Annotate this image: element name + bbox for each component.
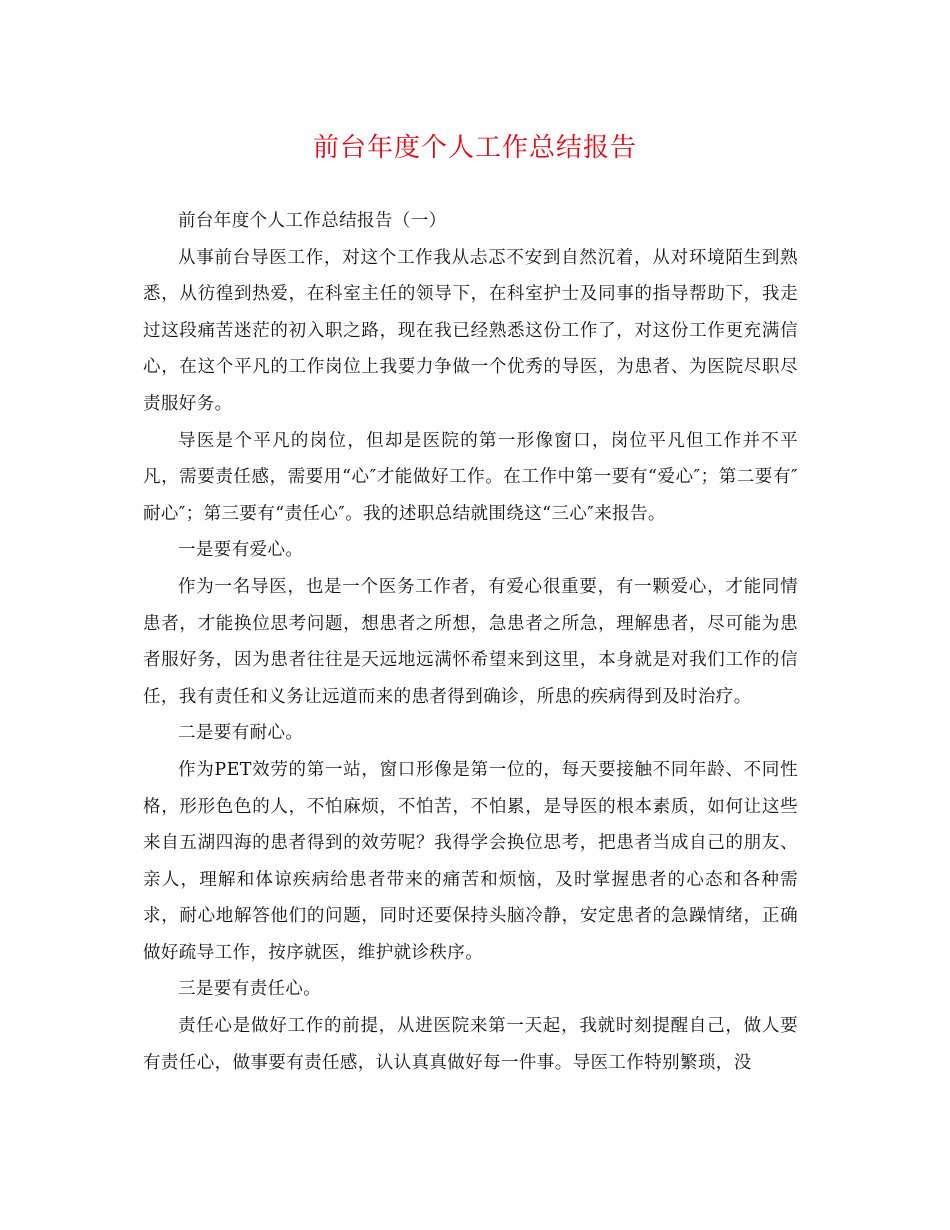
document-body	[143, 203, 798, 1081]
document-title: 前台年度个人工作总结报告	[312, 133, 637, 163]
subheading: 二是要有耐心。	[178, 723, 304, 744]
paragraph: 作为一名导医，也是一个医务工作者，有爱心很重要，有一颗爱心，才能同情患者，才能换位思考问题，想患者之所想，急患者之所急，理解患者，尽可能为患者服好务，因为患者往往是天远地远满怀希望来到这里，本身就是对我们工作的信任，我有责任和义务让远道而来的患者得到确诊，所患的疾病得到及时治疗。	[143, 576, 798, 707]
paragraph: 责任心是做好工作的前提，从进医院来第一天起，我就时刻提醒自己，做人要有责任心，做事要有责任感，认认真真做好每一件事。导医工作特别繁琐，没	[143, 1016, 798, 1073]
subheading: 一是要有爱心。	[178, 540, 304, 561]
section-heading: 前台年度个人工作总结报告（一）	[178, 211, 447, 231]
paragraph: 从事前台导医工作，对这个工作我从忐忑不安到自然沉着，从对环境陌生到熟悉，从彷徨到热爱，在科室主任的领导下，在科室护士及同事的指导帮助下，我走过这段痛苦迷茫的初入职之路，现在我已经熟悉这份工作了，对这份工作更充满信心，在这个平凡的工作岗位上我要力争做一个优秀的导医，为患者、为医院尽职尽责服好务。	[143, 247, 798, 414]
paragraph: 导医是个平凡的岗位，但却是医院的第一形像窗口，岗位平凡但工作并不平凡，需要责任感，需要用“心″才能做好工作。在工作中第一要有“爱心″；第二要有″耐心″；第三要有“责任心″。我的述职总结就围绕这“三心″来报告。	[143, 430, 798, 524]
subheading: 三是要有责任心。	[178, 979, 322, 1000]
paragraph: 作为PET效劳的第一站，窗口形像是第一位的，每天要接触不同年龄、不同性格，形形色色的人，不怕麻烦，不怕苦，不怕累，是导医的根本素质，如何让这些来自五湖四海的患者得到的效劳呢？我得学会换位思考，把患者当成自己的朋友、亲人，理解和体谅疾病给患者带来的痛苦和烦恼，及时掌握患者的心态和各种需求，耐心地解答他们的问题，同时还要保持头脑冷静，安定患者的急躁情绪，正确做好疏导工作，按序就医，维护就诊秩序。	[143, 759, 798, 963]
